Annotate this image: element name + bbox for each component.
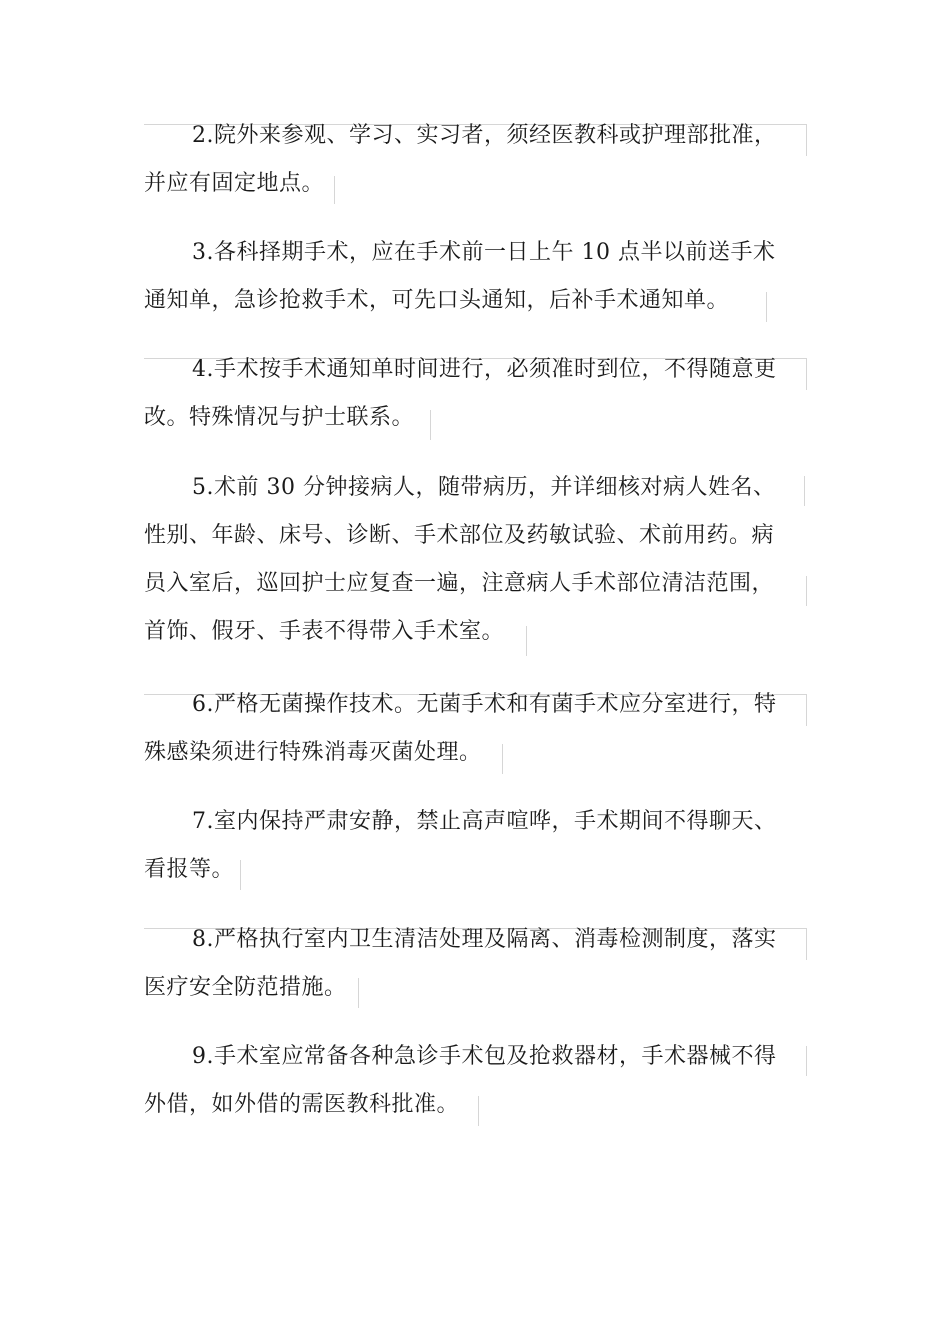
paragraph-line: 8.严格执行室内卫生清洁处理及隔离、消毒检测制度，落实 xyxy=(192,927,777,952)
paragraph-line: 9.手术室应常备各种急诊手术包及抢救器材，手术器械不得 xyxy=(192,1044,777,1069)
guide-line xyxy=(806,694,807,726)
paragraph-line: 性别、年龄、床号、诊断、手术部位及药敏试验、术前用药。病 xyxy=(144,523,775,548)
paragraph-line: 员入室后，巡回护士应复查一遍，注意病人手术部位清洁范围， xyxy=(144,571,775,596)
paragraph-line: 改。特殊情况与护士联系。 xyxy=(144,405,415,430)
paragraph-line: 2.院外来参观、学习、实习者，须经医教科或护理部批准， xyxy=(192,123,777,148)
paragraph-line: 首饰、假牙、手表不得带入手术室。 xyxy=(144,619,505,644)
paragraph-4 xyxy=(144,346,806,442)
paragraph-6 xyxy=(144,681,806,777)
guide-line xyxy=(806,358,807,390)
paragraph-line: 5.术前 30 分钟接病人，随带病历，并详细核对病人姓名、 xyxy=(192,475,776,500)
paragraph-9 xyxy=(144,1033,806,1129)
guide-line xyxy=(806,576,807,606)
guide-line xyxy=(806,1046,807,1076)
paragraph-line: 通知单，急诊抢救手术，可先口头通知，后补手术通知单。 xyxy=(144,288,730,313)
paragraph-line: 看报等。 xyxy=(144,857,235,882)
paragraph-7 xyxy=(144,798,806,894)
paragraph-line: 外借，如外借的需医教科批准。 xyxy=(144,1092,460,1117)
paragraph-8 xyxy=(144,916,806,1012)
paragraph-line: 并应有固定地点。 xyxy=(144,171,325,196)
paragraph-line: 3.各科择期手术，应在手术前一日上午 10 点半以前送手术 xyxy=(192,240,776,265)
paragraph-line: 7.室内保持严肃安静，禁止高声喧哗，手术期间不得聊天、 xyxy=(192,809,777,834)
paragraph-3 xyxy=(144,229,806,325)
paragraph-line: 殊感染须进行特殊消毒灭菌处理。 xyxy=(144,740,482,765)
paragraph-line: 医疗安全防范措施。 xyxy=(144,975,347,1000)
paragraph-line: 6.严格无菌操作技术。无菌手术和有菌手术应分室进行，特 xyxy=(192,692,777,717)
guide-line xyxy=(806,124,807,156)
paragraph-2 xyxy=(144,112,806,208)
paragraph-5 xyxy=(144,464,806,656)
guide-line xyxy=(806,928,807,960)
paragraph-line: 4.手术按手术通知单时间进行，必须准时到位，不得随意更 xyxy=(192,357,777,382)
